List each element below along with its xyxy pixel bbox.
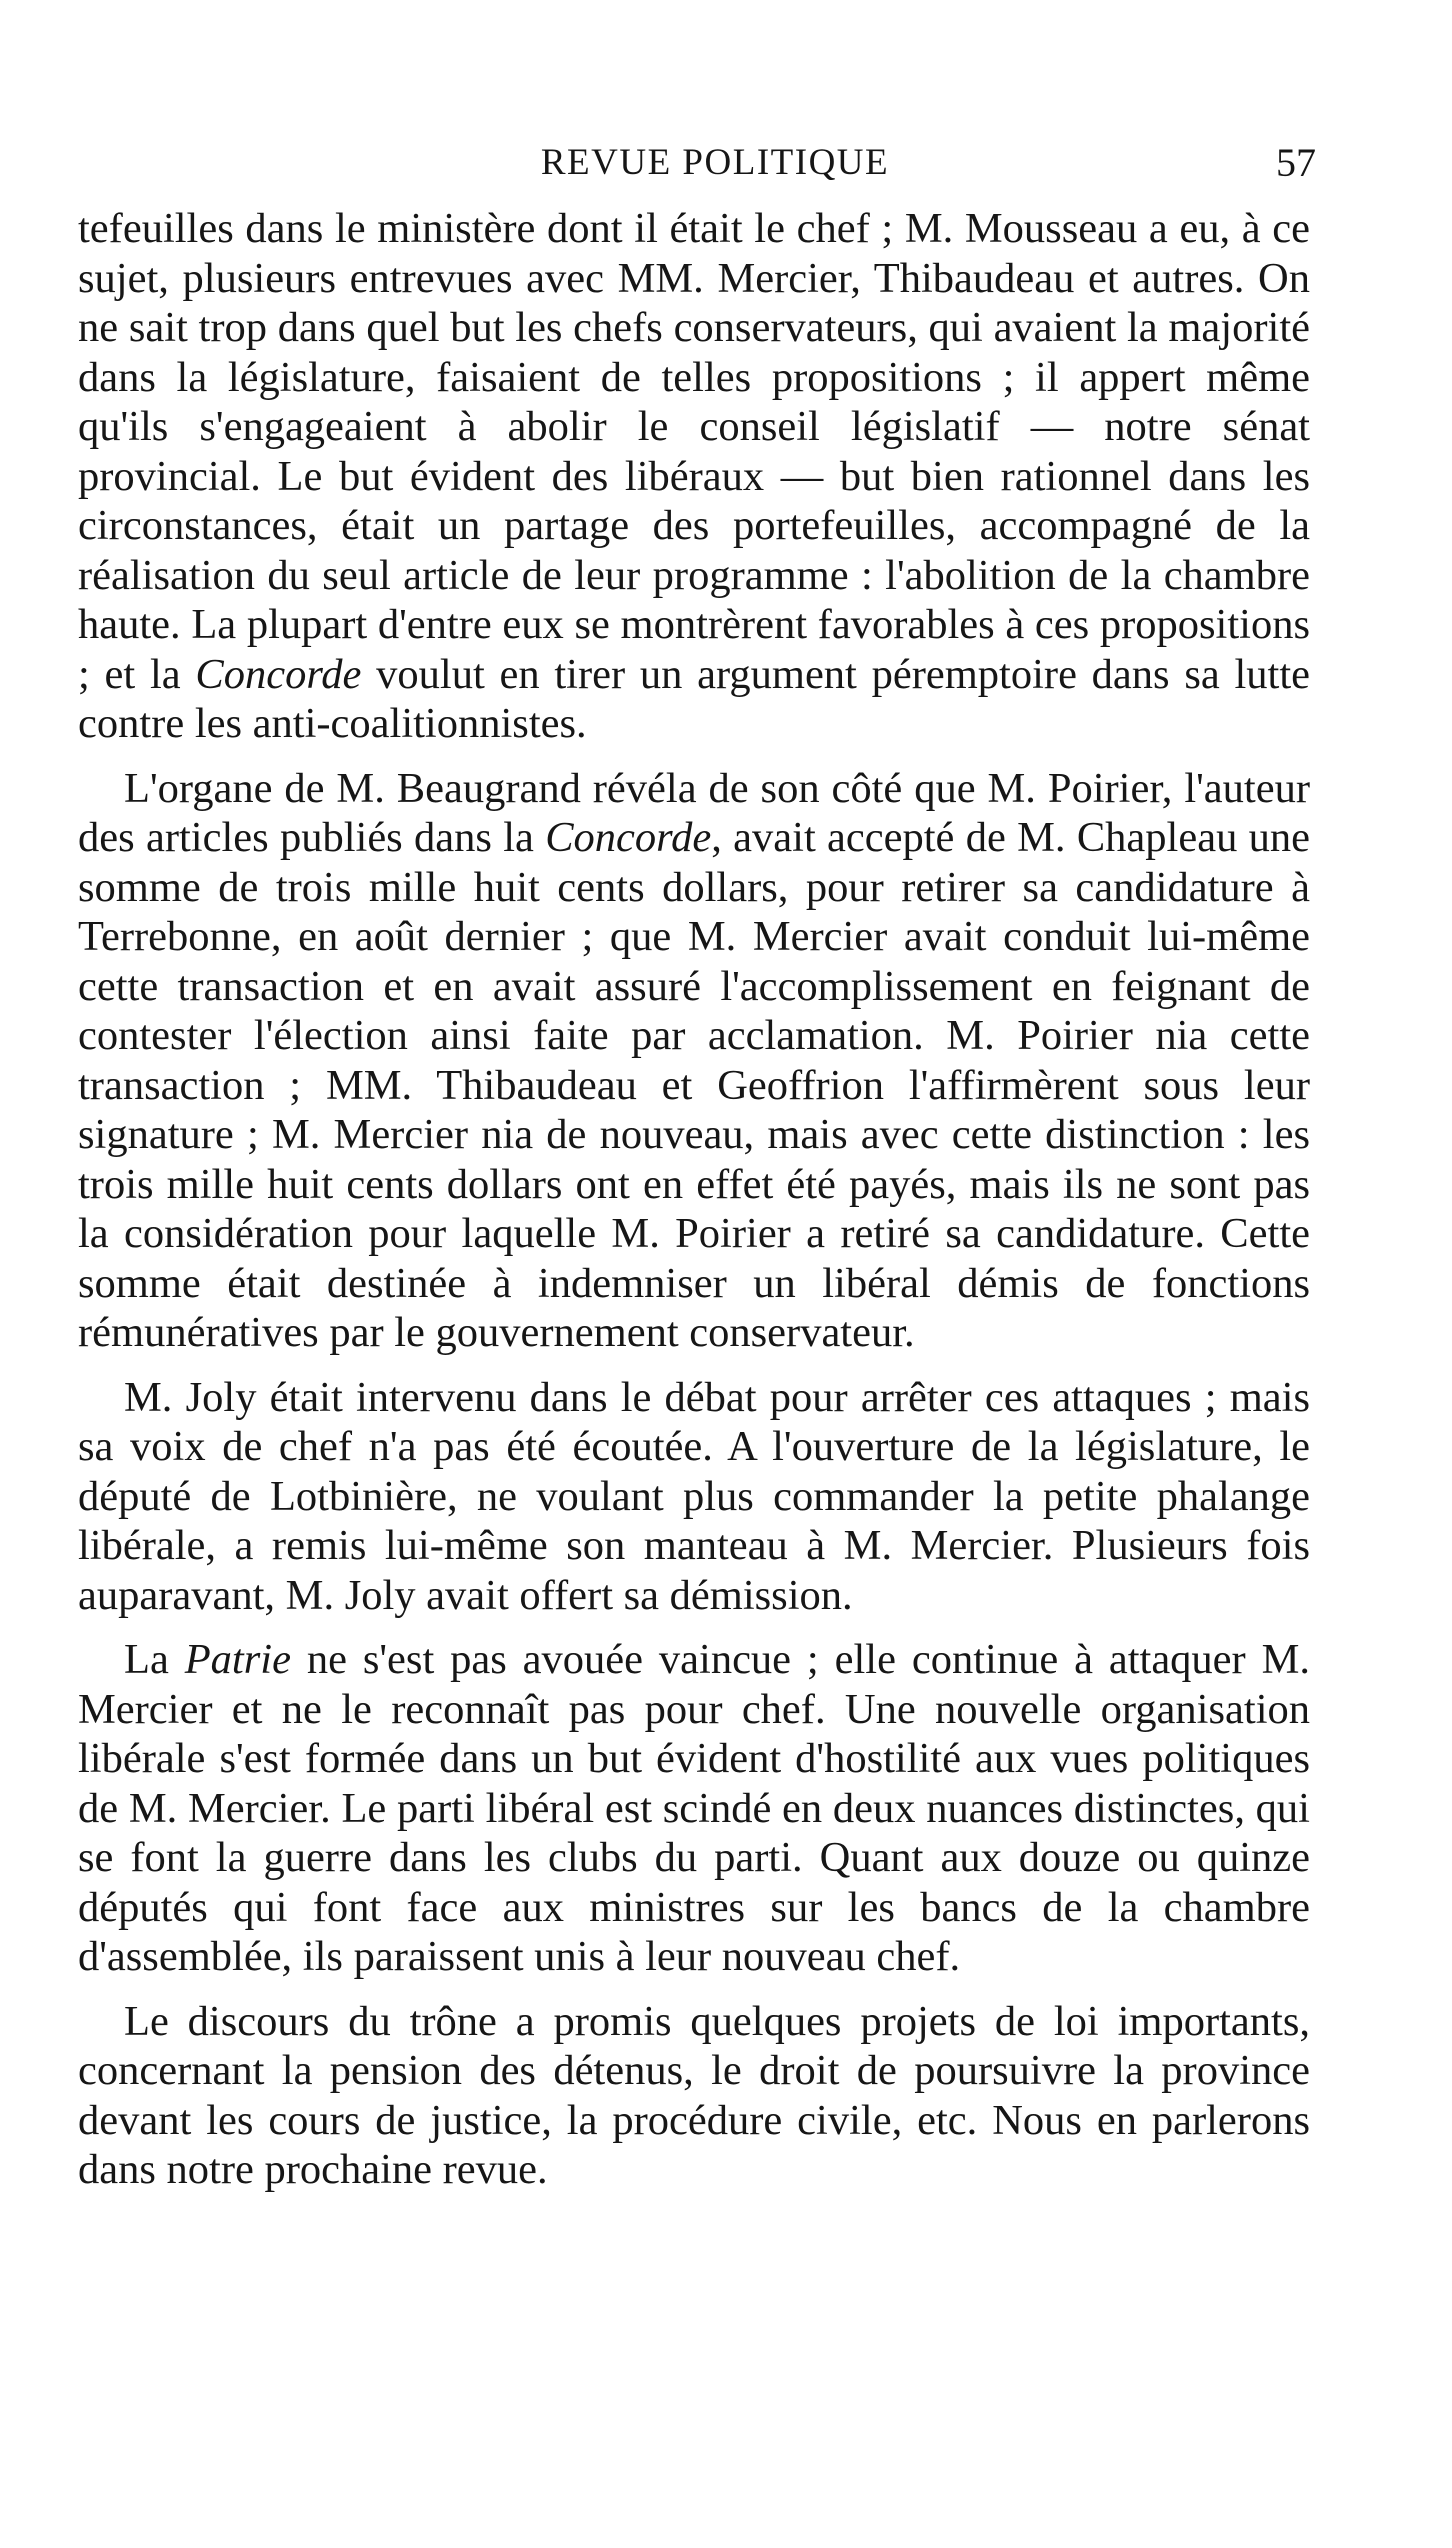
- paragraph-continuation: [78, 204, 1310, 749]
- text-segment: La: [124, 1636, 185, 1683]
- text-segment: ne s'est pas avouée vaincue ; elle continue à attaquer M. Mercier et ne le reconnaît pas pour chef. Une nouvelle organisation libérale s'est formée dans un but évident d'hostilité aux vues politiques de M. Mercier. Le parti libéral est scindé en deux nuances distinctes, qui se font la guerre dans les clubs du parti. Quant aux douze ou quinze députés qui font face aux ministres sur les bancs de la chambre d'assemblée, ils paraissent unis à leur nouveau chef.: [78, 1636, 1311, 1980]
- text-segment: voulut en tirer un argument péremptoire dans sa lutte contre les anti-coalitionnistes.: [78, 650, 1310, 747]
- running-title: REVUE POLITIQUE: [540, 142, 890, 183]
- paragraph-beaugrand: [78, 764, 1310, 1358]
- text-segment: M. Joly était intervenu dans le débat pour arrêter ces attaques ; mais sa voix de chef n'a pas été écoutée. A l'ouverture de la législature, le député de Lotbinière, ne voulant plus commander la petite phalange libérale, a remis lui-même son manteau à M. Mercier. Plusieurs fois auparavant, M. Joly avait offert sa démission.: [78, 1373, 1310, 1619]
- paragraph-discours-trone: [78, 1997, 1310, 2195]
- paragraph-patrie: [78, 1635, 1310, 1982]
- newspaper-title-patrie: Patrie: [184, 1636, 291, 1683]
- text-segment: Le discours du trône a promis quelques projets de loi importants, concernant la pension des détenus, le droit de poursuivre la province devant les cours de justice, la procédure civile, etc. Nous en parlerons dans notre prochaine revue.: [78, 1997, 1310, 2193]
- newspaper-title-concorde: Concorde: [545, 814, 712, 861]
- text-segment: L'organe de M. Beaugrand révéla de son côté que M. Poirier, l'auteur des articles publiés dans la: [78, 764, 1310, 861]
- page-number: 57: [1276, 140, 1316, 185]
- text-segment: tefeuilles dans le ministère dont il était le chef ; M. Mousseau a eu, à ce sujet, plusieurs entrevues avec MM. Mercier, Thibaudeau et autres. On ne sait trop dans quel but les chefs conservateurs, qui avaient la majorité dans la législature, faisaient de telles propositions ; il appert même qu'ils s'engageaient à abolir le conseil législatif — notre sénat provincial. Le but évident des libéraux — but bien rationnel dans les circonstances, était un partage des portefeuilles, accompagné de la réalisation du seul article de leur programme : l'abolition de la chambre haute. La plupart d'entre eux se montrèrent favorables à ces propositions ; et la: [78, 205, 1310, 698]
- body-text: [78, 204, 1310, 2195]
- text-segment: , avait accepté de M. Chapleau une somme de trois mille huit cents dollars, pour retirer sa candidature à Terrebonne, en août dernier ; que M. Mercier avait conduit lui-même cette transaction et en avait assuré l'accomplissement en feignant de contester l'élection ainsi faite par acclamation. M. Poirier nia cette transaction ; MM. Thibaudeau et Geoffrion l'affirmèrent sous leur signature ; M. Mercier nia de nouveau, mais avec cette distinction : les trois mille huit cents dollars ont en effet été payés, mais ils ne sont pas la considération pour laquelle M. Poirier a retiré sa candidature. Cette somme était destinée à indemniser un libéral démis de fonctions rémunératives par le gouvernement conservateur.: [78, 814, 1310, 1356]
- running-header: [100, 138, 1330, 188]
- newspaper-title-concorde: Concorde: [195, 650, 362, 698]
- paragraph-joly: [78, 1373, 1310, 1621]
